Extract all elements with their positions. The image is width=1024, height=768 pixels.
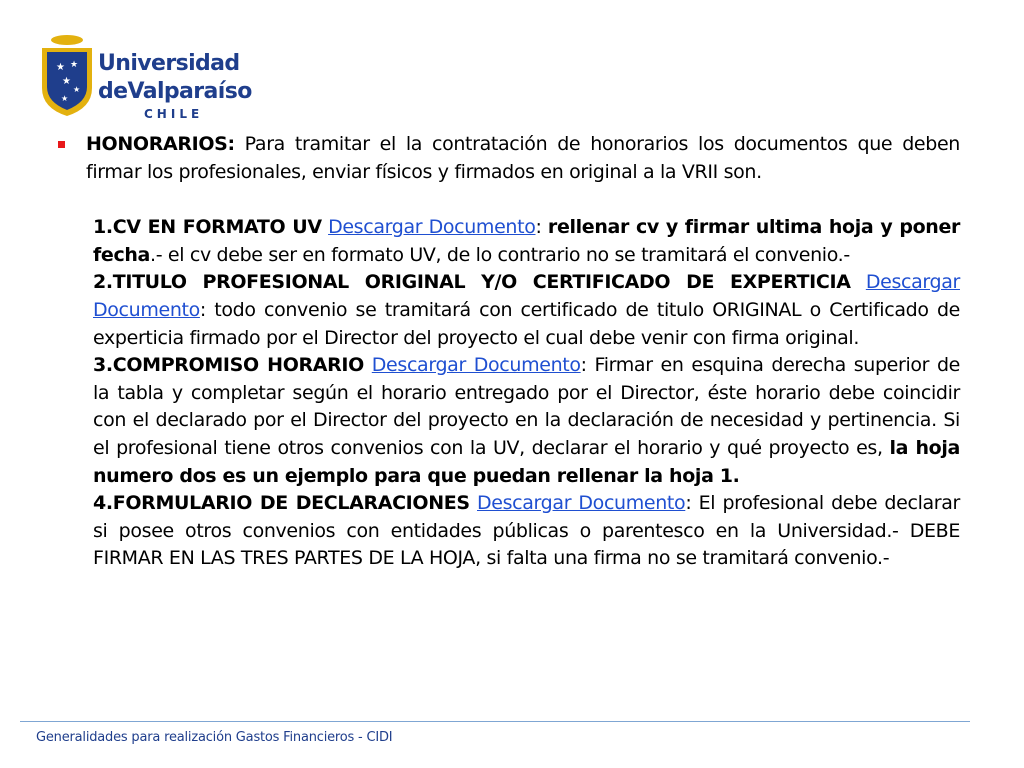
- item-bold-text: rellenar cv y firmar ultima hoja y poner fecha: [93, 216, 960, 266]
- slide-content: [58, 131, 960, 573]
- list-item: [93, 352, 960, 490]
- item-text: : Firmar en esquina derecha superior de la tabla y completar según el horario entregado por el Director, éste horario debe coincidir con el declarado por el Director del proyecto en la declaración de necesidad y pertinencia. Si el profesional tiene otros convenios con la UV, declarar el horario y qué proyecto es,: [93, 354, 960, 459]
- university-logo: [40, 34, 252, 124]
- svg-text:★: ★: [61, 94, 69, 103]
- svg-text:★: ★: [73, 85, 81, 94]
- footer-divider: [20, 721, 970, 722]
- footer-text: Generalidades para realización Gastos Financieros - CIDI: [36, 730, 393, 745]
- honorarios-bullet: [58, 131, 960, 186]
- item-text: : El profesional debe declarar si posee otros convenios con entidades públicas o parentesco en la Universidad.- DEBE FIRMAR EN LAS TRES PARTES DE LA HOJA, si falta una firma no se tramitará convenio.-: [93, 492, 961, 570]
- item-title: 2.TITULO PROFESIONAL ORIGINAL Y/O CERTIFICADO DE EXPERTICIA: [93, 271, 851, 294]
- logo-text-line1: Universidad: [98, 51, 240, 76]
- item-text: .- el cv debe ser en formato UV, de lo contrario no se tramitará el convenio.-: [150, 243, 850, 266]
- item-bold-text: la hoja numero dos es un ejemplo para que puedan rellenar la hoja 1.: [93, 436, 960, 487]
- logo-text-line3: CHILE: [144, 107, 204, 121]
- document-list: [58, 214, 960, 573]
- item-title: 3.COMPROMISO HORARIO: [93, 354, 364, 377]
- item-title: 4.FORMULARIO DE DECLARACIONES: [93, 492, 470, 515]
- download-link-declaraciones[interactable]: Descargar Documento: [477, 492, 686, 515]
- list-item: [93, 269, 960, 352]
- university-shield-icon: [40, 34, 96, 118]
- item-separator: :: [535, 216, 548, 239]
- item-text: : todo convenio se tramitará con certificado de titulo ORIGINAL o Certificado de experticia firmado por el Director del proyecto el cual debe venir con firma original.: [93, 298, 960, 349]
- square-bullet-icon: [58, 141, 65, 148]
- list-item: [93, 214, 960, 269]
- download-link-horario[interactable]: Descargar Documento: [371, 354, 581, 377]
- item-title: 1.CV EN FORMATO UV: [93, 216, 322, 239]
- svg-text:★: ★: [62, 76, 71, 87]
- svg-text:★: ★: [70, 60, 79, 70]
- download-link-titulo[interactable]: Descargar Documento: [93, 271, 960, 321]
- bullet-heading: HONORARIOS:: [86, 133, 235, 155]
- svg-text:★: ★: [56, 62, 65, 73]
- logo-text-line2: deValparaíso: [98, 79, 252, 104]
- list-item: [93, 490, 960, 573]
- download-link-cv[interactable]: Descargar Documento: [328, 216, 536, 239]
- bullet-text: Para tramitar el la contratación de honorarios los documentos que deben firmar los profesionales, enviar físicos y firmados en original a la VRII son.: [86, 133, 960, 183]
